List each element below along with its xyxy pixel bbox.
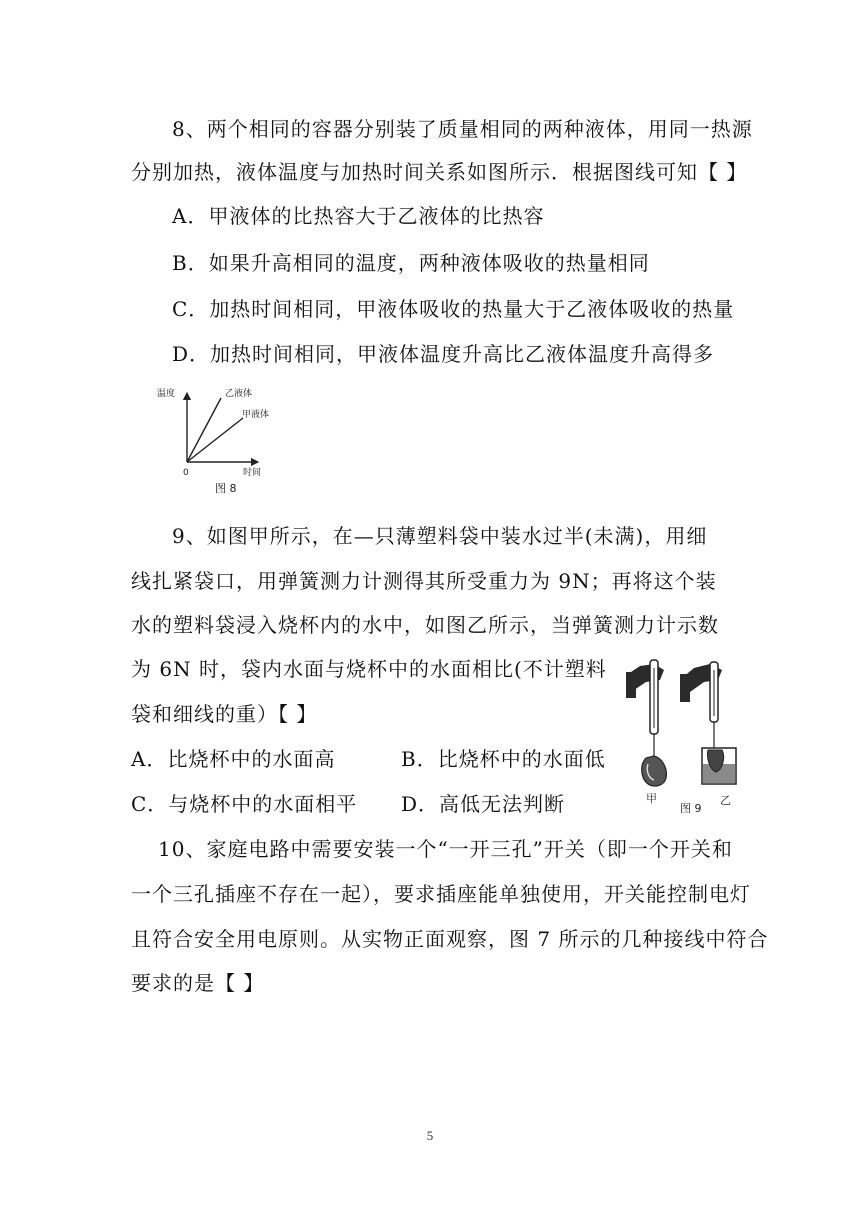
figure-9-spring-scale-illustration xyxy=(620,652,745,817)
q8-option-b: B．如果升高相同的温度，两种液体吸收的热量相同 xyxy=(172,251,650,275)
figure-8-line-jia xyxy=(187,418,243,462)
figure-8-temperature-graph xyxy=(155,380,285,500)
figure-8-label-yi: 乙液体 xyxy=(225,389,253,399)
figure-9-caption: 图 9 xyxy=(680,802,702,815)
q9-option-b: B．比烧杯中的水面低 xyxy=(401,747,606,771)
figure-9-label-jia: 甲 xyxy=(646,792,657,805)
q9-text-line1: 9、如图甲所示，在—只薄塑料袋中装水过半(未满)，用细 xyxy=(172,524,708,548)
q9-text-line2: 线扎紧袋口，用弹簧测力计测得其所受重力为 9N；再将这个装 xyxy=(131,569,717,593)
q9-option-a: A．比烧杯中的水面高 xyxy=(131,747,336,771)
q8-text-line1: 8、两个相同的容器分别装了质量相同的两种液体，用同一热源 xyxy=(172,117,753,141)
q10-text-line1: 10、家庭电路中需要安装一个“一开三孔”开关（即一个开关和 xyxy=(158,837,733,861)
figure-9-scale-jia xyxy=(626,660,666,786)
figure-9-scale-yi xyxy=(680,662,736,784)
q8-option-c: C．加热时间相同，甲液体吸收的热量大于乙液体吸收的热量 xyxy=(172,297,735,321)
q9-option-c: C．与烧杯中的水面相平 xyxy=(131,792,358,816)
figure-8-label-jia: 甲液体 xyxy=(242,410,270,420)
q10-text-line3: 且符合安全用电原则。从实物正面观察，图 7 所示的几种接线中符合 xyxy=(131,927,769,951)
q9-text-line4: 为 6N 时，袋内水面与烧杯中的水面相比(不计塑料 xyxy=(131,657,607,681)
figure-8-origin: 0 xyxy=(183,468,189,478)
q9-option-d: D．高低无法判断 xyxy=(401,792,566,816)
q9-text-line5: 袋和细线的重）【 】 xyxy=(131,702,318,726)
q8-text-line2: 分别加热，液体温度与加热时间关系如图所示．根据图线可知【 】 xyxy=(131,160,748,184)
q9-text-line3: 水的塑料袋浸入烧杯内的水中，如图乙所示，当弹簧测力计示数 xyxy=(131,613,719,637)
q8-option-a: A．甲液体的比热容大于乙液体的比热容 xyxy=(172,204,545,228)
page-number: 5 xyxy=(426,1128,434,1143)
figure-8-caption: 图 8 xyxy=(215,482,237,495)
figure-8-line-yi xyxy=(187,398,221,462)
q10-text-line4: 要求的是【 】 xyxy=(131,971,265,995)
q8-option-d: D．加热时间相同，甲液体温度升高比乙液体温度升高得多 xyxy=(172,342,715,366)
q10-text-line2: 一个三孔插座不存在一起），要求插座能单独使用，开关能控制电灯 xyxy=(131,882,751,906)
figure-8-xlabel: 时间 xyxy=(243,468,262,478)
figure-9-label-yi: 乙 xyxy=(720,794,731,807)
figure-8-ylabel: 温度 xyxy=(157,389,176,399)
